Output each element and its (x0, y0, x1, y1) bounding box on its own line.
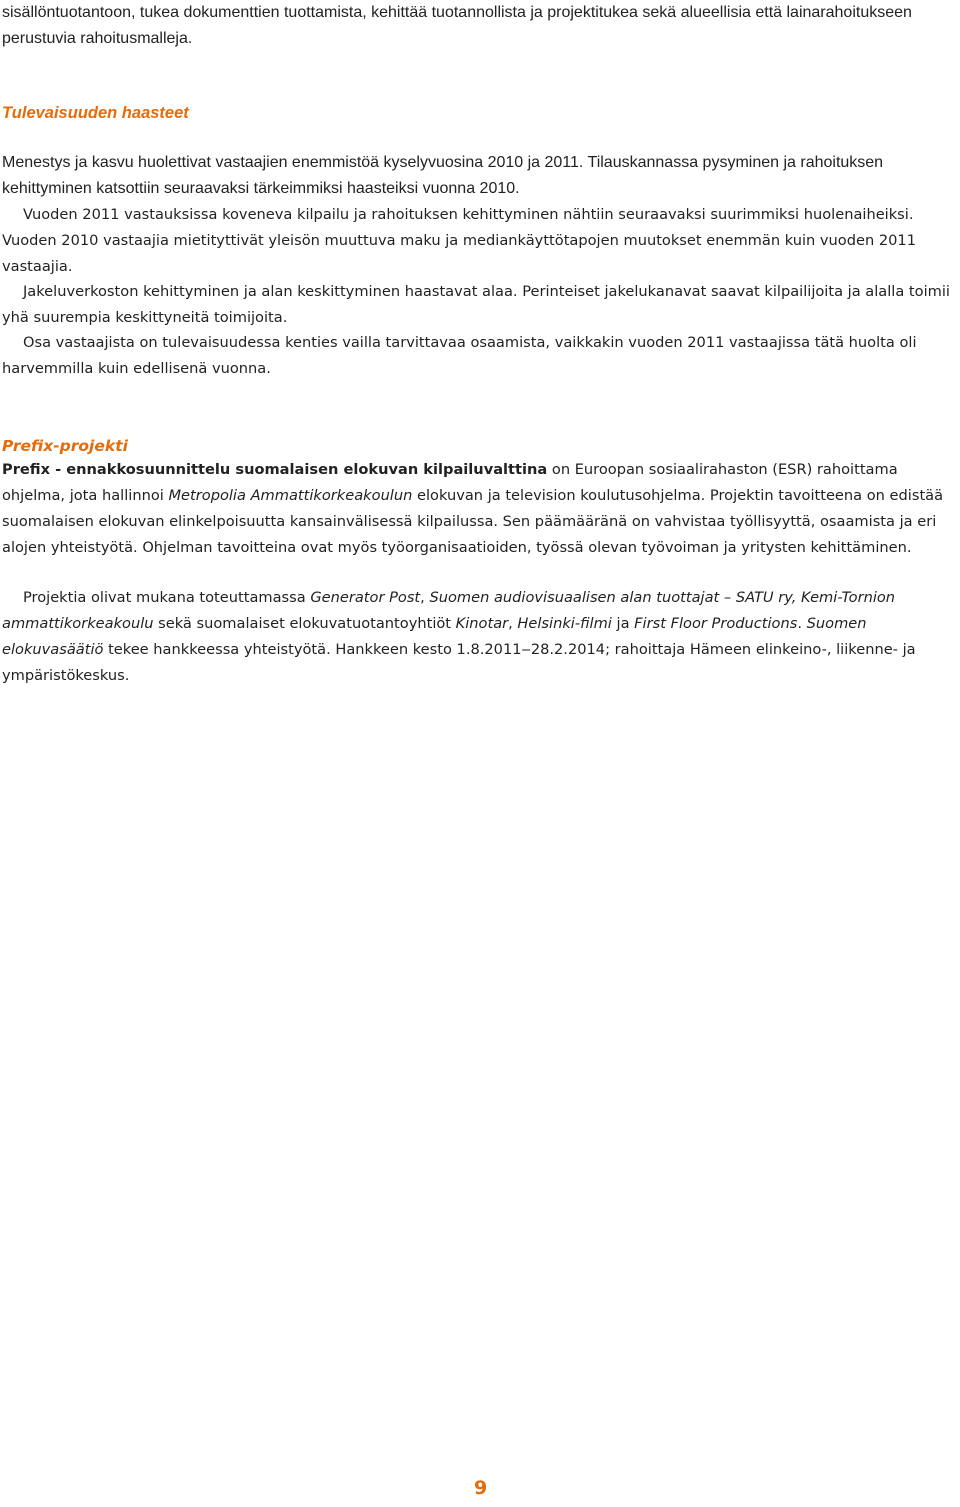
prefix-p2-sep-4: . (797, 615, 807, 632)
prefix-p2-sep-3: ja (611, 615, 635, 632)
future-paragraph-2: Vuoden 2011 vastauksissa koveneva kilpailu ja rahoituksen kehittyminen nähtiin seuraavaksi suurimmiksi huolenaiheiksi. Vuoden 2010 vastaajia mietityttivät yleisön muuttuva maku ja mediankäyttötapojen muutokset enemmän kuin vuoden 2011 vastaajia. (2, 206, 916, 275)
prefix-p2-sep-2: , (508, 615, 518, 632)
prefix-p2-text-1: Projektia olivat mukana toteuttamassa (23, 589, 311, 606)
future-paragraph-1: Menestys ja kasvu huolettivat vastaajien enemmistöä kyselyvuosina 2010 ja 2011. Tilauskannassa pysyminen ja rahoituksen kehittyminen katsottiin seuraavaksi tärkeimmiksi haasteiksi vuonna 2010. (2, 154, 884, 197)
prefix-project-heading: Prefix-projekti (2, 437, 128, 455)
partner-satu-kemi-tornio: Suomen audiovisuaalisen alan tuottajat – SATU ry, Kemi-Tornion ammattikorkeakoulu (2, 589, 896, 632)
partner-kinotar: Kinotar (455, 615, 509, 632)
future-paragraph-3: Jakeluverkoston kehittyminen ja alan keskittyminen haastavat alaa. Perinteiset jakelukanavat saavat kilpailijoita ja alalla toimii yhä suurempia keskittyneitä toimijoita. (2, 283, 950, 326)
partner-generator-post: Generator Post (310, 589, 421, 606)
prefix-p1-text-1: on Euroopan sosiaalirahaston (ESR) rahoittama ohjelma, jota hallinnoi (2, 461, 898, 504)
future-paragraph-4: Osa vastaajista on tulevaisuudessa kenties vailla tarvittavaa osaamista, vaikkakin vuoden 2011 vastaajissa tätä huolta oli harvemmilla kuin edellisenä vuonna. (2, 334, 917, 377)
prefix-paragraph-2 (2, 585, 958, 689)
intro-paragraph: sisällöntuotantoon, tukea dokumenttien tuottamista, kehittää tuotannollista ja projektitukea sekä alueellisia että lainarahoitukseen perustuvia rahoitusmalleja. (2, 4, 912, 47)
prefix-p2-text-3: sekä suomalaiset elokuvatuotantoyhtiöt (153, 615, 456, 632)
prefix-p2-text-7: tekee hankkeessa yhteistyötä. Hankkeen kesto 1.8.2011‒28.2.2014; rahoittaja Hämeen elinkeino-, liikenne- ja ympäristökeskus. (2, 641, 916, 684)
prefix-paragraph-1 (2, 457, 958, 561)
partner-suomen-elokuvasaatio: Suomen elokuvasäätiö (2, 615, 867, 658)
prefix-administrator: Metropolia Ammattikorkeakoulun (168, 487, 413, 504)
prefix-p2-sep-1: , (420, 589, 430, 606)
page-number: 9 (474, 1477, 488, 1499)
partner-first-floor-productions: First Floor Productions (634, 615, 798, 632)
prefix-p1-text-2: elokuvan ja television koulutusohjelma. Projektin tavoitteena on edistää suomalaisen elokuvan elinkelpoisuutta kansainvälisessä kilpailussa. Sen päämääränä on vahvistaa työllisyyttä, osaamista ja eri alojen yhteistyötä. Ohjelman tavoitteina ovat myös työorganisaatioiden, työssä olevan työvoiman ja yritysten kehittäminen. (2, 487, 944, 556)
prefix-program-name: Prefix - ennakkosuunnittelu suomalaisen elokuvan kilpailuvalttina (2, 461, 548, 478)
future-challenges-heading: Tulevaisuuden haasteet (2, 104, 189, 122)
partner-helsinki-filmi: Helsinki-filmi (517, 615, 612, 632)
